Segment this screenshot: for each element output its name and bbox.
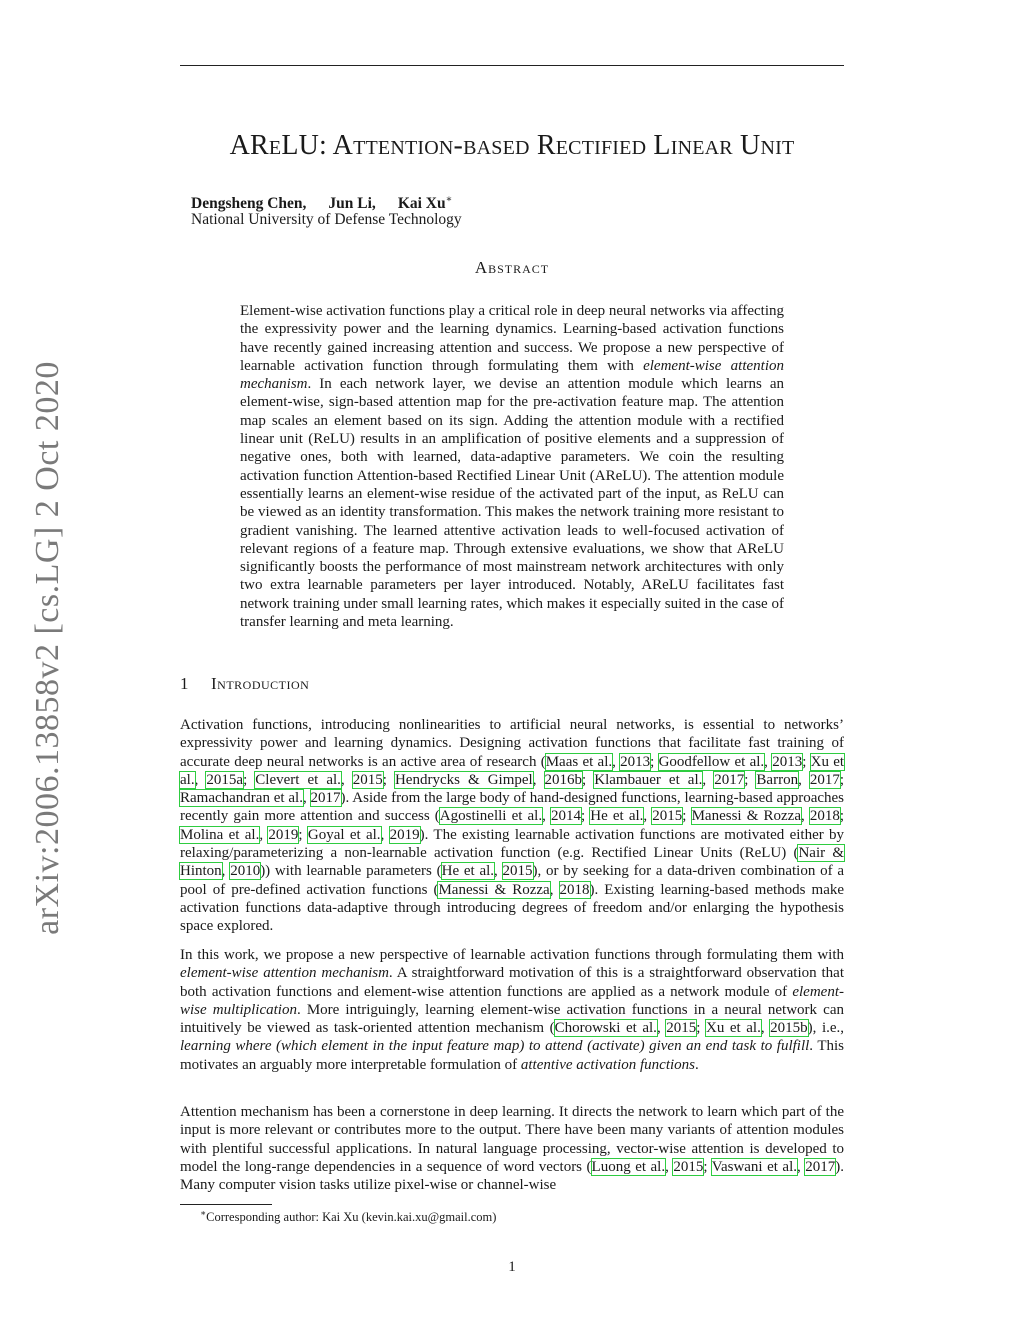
paragraph: Attention mechanism has been a cornerstone in deep learning. It directs the network to learn which part of the input is more relevant or contributes more to the output. There have been many variants of attention modules with plentiful successful applications. In natural language processing, vector-wise attention is developed to model the long-range dependencies in a sequence of word vectors (Luong et al., 2015; Vaswani et al., 2017). Many computer vision tasks utilize pixel-wise or channel-wise xyxy=(180,1104,845,1194)
citation-link[interactable]: 2015 xyxy=(652,808,683,825)
citation-link[interactable]: Klambauer et al. xyxy=(594,771,703,788)
citation-link[interactable]: Xu et al. xyxy=(705,1020,761,1037)
affiliation: National University of Defense Technology xyxy=(191,211,462,228)
paper-title: AReLU: Attention-based Rectified Linear Unit xyxy=(229,130,795,161)
abstract-body: Element-wise activation functions play a critical role in deep neural networks via affecting the expressivity power and the learning dynamics. Learning-based activation functions have recently gained increasing attention and success. We propose a new perspective of learnable activation function through formulating them with element-wise attention mechanism. In each network layer, we devise an attention module which learns an element-wise, sign-based attention map for the pre-activation feature map. The attention map scales an element based on its sign. Adding the attention module with a rectified linear unit (ReLU) results in an amplification of positive elements and a suppression of negative ones, both with learned, data-adaptive parameters. We coin the resulting activation function Attention-based Rectified Linear Unit (AReLU). The attention module essentially learns an element-wise residue of the activated part of the input, as ReLU can be viewed as an identity transformation. This makes the network training more resistant to gradient vanishing. The learned attentive activation leads to well-focused activation of relevant regions of a feature map. Through extensive evaluations, we show that AReLU significantly boosts the performance of most mainstream network architectures with only two extra learnable parameters per layer introduced. Notably, AReLU facilitates fast network training under small learning rates, which makes it especially suited in the case of transfer learning and meta learning. xyxy=(240,303,784,631)
citation-link[interactable]: Ramachandran et al. xyxy=(180,790,303,807)
citation-link[interactable]: 2018 xyxy=(559,881,590,898)
citation-link[interactable]: Nair & Hinton xyxy=(180,845,844,880)
arxiv-identifier: arXiv:2006.13858v2 [cs.LG] 2 Oct 2020 xyxy=(29,361,66,935)
footnote: ∗Corresponding author: Kai Xu (kevin.kai.xu@gmail.com) xyxy=(200,1208,497,1225)
citation-link[interactable]: Xu et al. xyxy=(180,753,845,788)
page-number: 1 xyxy=(508,1259,516,1275)
author-name: Kai Xu∗ xyxy=(397,194,453,213)
citation-link[interactable]: 2013 xyxy=(620,753,651,770)
citation-link[interactable]: 2019 xyxy=(389,826,420,843)
citation-link[interactable]: Goyal et al. xyxy=(307,826,381,843)
citation-link[interactable]: Hendrycks & Gimpel xyxy=(394,771,533,788)
citation-link[interactable]: 2018 xyxy=(809,808,840,825)
citation-link[interactable]: Goodfellow et al. xyxy=(658,753,765,770)
top-rule xyxy=(180,65,844,66)
citation-link[interactable]: 2017 xyxy=(809,771,840,788)
citation-link[interactable]: 2010 xyxy=(230,863,261,880)
citation-link[interactable]: Manessi & Rozza xyxy=(438,881,550,898)
citation-link[interactable]: Manessi & Rozza xyxy=(691,808,801,825)
citation-link[interactable]: 2013 xyxy=(772,753,803,770)
citation-link[interactable]: 2015 xyxy=(673,1158,704,1175)
paragraph: In this work, we propose a new perspective of learnable activation functions through formulating them with element-wise attention mechanism. A straightforward motivation of this is a straightforward observation that both activation functions and element-wise attention functions are applied as a network module of element-wise multiplication. More intriguingly, learning element-wise activation functions in a neural network can intuitively be viewed as task-oriented attention mechanism (Chorowski et al., 2015; Xu et al., 2015b), i.e., learning where (which element in the input feature map) to attend (activate) given an end task to fulfill. This motivates an arguably more interpretable formulation of attentive activation functions. xyxy=(180,947,845,1073)
citation-link[interactable]: Clevert et al. xyxy=(255,771,341,788)
citation-link[interactable]: 2017 xyxy=(310,790,341,807)
citation-link[interactable]: Maas et al. xyxy=(545,753,613,770)
author-name: Jun Li, xyxy=(328,195,376,213)
citation-link[interactable]: 2017 xyxy=(805,1158,836,1175)
citation-link[interactable]: 2016b xyxy=(544,771,583,788)
citation-link[interactable]: He et al. xyxy=(590,808,644,825)
citation-link[interactable]: Molina et al. xyxy=(180,826,260,843)
citation-link[interactable]: Barron xyxy=(756,771,799,788)
citation-link[interactable]: 2017 xyxy=(714,771,745,788)
citation-link[interactable]: Agostinelli et al. xyxy=(439,808,543,825)
citation-link[interactable]: Chorowski et al. xyxy=(554,1020,657,1037)
citation-link[interactable]: Vaswani et al. xyxy=(711,1158,798,1175)
author-name: Dengsheng Chen, xyxy=(191,195,307,213)
section-heading-introduction: 1 Introduction xyxy=(180,674,310,693)
citation-link[interactable]: 2015 xyxy=(502,863,533,880)
citation-link[interactable]: He et al. xyxy=(441,863,495,880)
footnote-rule xyxy=(180,1204,272,1205)
citation-link[interactable]: Luong et al. xyxy=(591,1158,666,1175)
citation-link[interactable]: 2015 xyxy=(666,1020,697,1037)
abstract-heading: Abstract xyxy=(474,258,550,277)
paragraph: Activation functions, introducing nonlinearities to artificial neural networks, is essential to networks’ expressivity power and learning dynamics. Designing activation functions that facilitate fast training of accurate deep neural networks is an active area of research (Maas et al., 2013; Goodfellow et al., 2013; Xu et al., 2015a; Clevert et al., 2015; Hendrycks & Gimpel, 2016b; Klambauer et al., 2017; Barron, 2017; Ramachandran et al., 2017). Aside from the large body of hand-designed functions, learning-based approaches recently gain more attention and success (Agostinelli et al., 2014; He et al., 2015; Manessi & Rozza, 2018; Molina et al., 2019; Goyal et al., 2019). The existing learnable activation functions are motivated either by relaxing/parameterizing a non-learnable activation function (e.g. Rectified Linear Units (ReLU) (Nair & Hinton, 2010)) with learnable parameters (He et al., 2015), or by seeking for a data-driven combination of a pool of pre-defined activation functions (Manessi & Rozza, 2018). Existing learning-based methods make activation functions data-adaptive through introducing degrees of freedom and/or enlarging the hypothesis space explored. xyxy=(180,717,845,935)
citation-link[interactable]: 2015a xyxy=(206,771,244,788)
citation-link[interactable]: 2014 xyxy=(550,808,581,825)
citation-link[interactable]: 2019 xyxy=(268,826,299,843)
citation-link[interactable]: 2015b xyxy=(770,1020,808,1037)
footnote-mark: ∗ xyxy=(445,194,453,205)
citation-link[interactable]: 2015 xyxy=(352,771,383,788)
